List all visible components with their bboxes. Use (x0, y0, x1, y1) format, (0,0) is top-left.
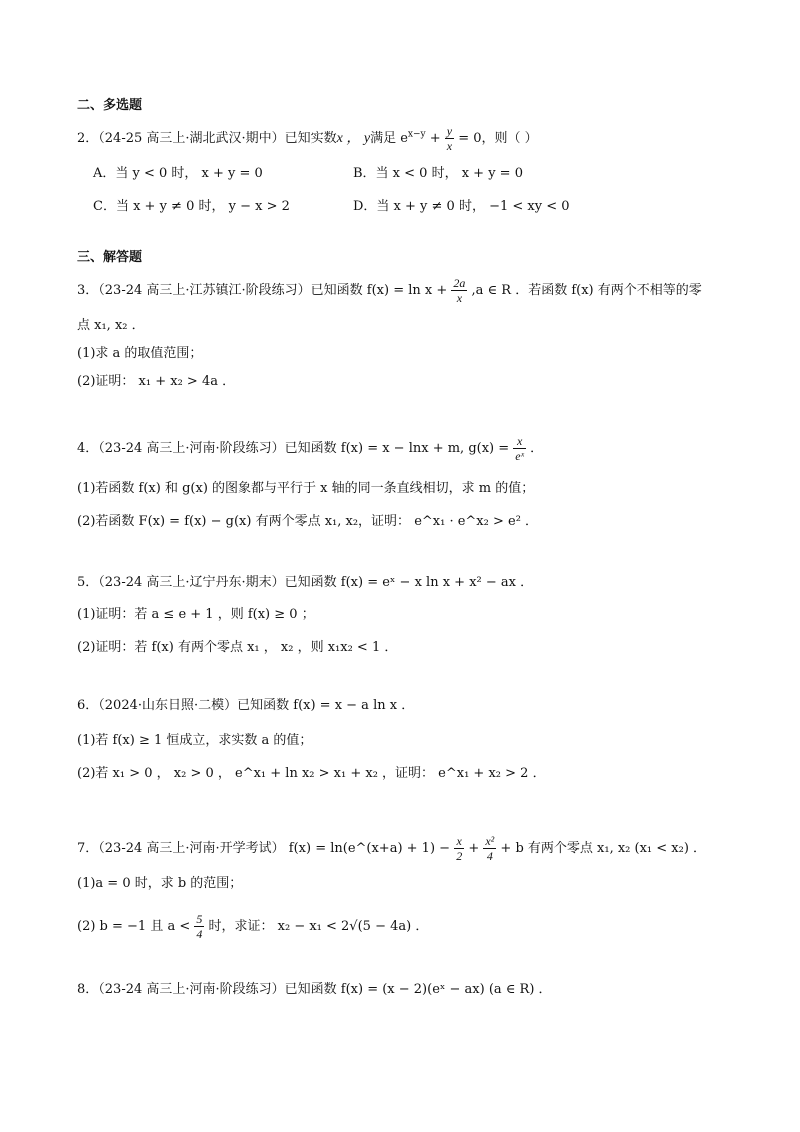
question-2-frac-num: y (446, 124, 453, 138)
question-4-frac-num: x (513, 434, 526, 449)
question-7-part-2-pre: (2) b = −1 且 a < (77, 919, 195, 934)
question-6-part-1: (1)若 f(x) ≥ 1 恒成立，求实数 a 的值； (77, 733, 313, 748)
section-heading-answer: 三、解答题 (77, 250, 143, 265)
option-a: A．当 y < 0 时， x + y = 0 (93, 166, 263, 181)
question-3-text-pre: 3．（23-24 高三上·江苏镇江·阶段练习）已知函数 f(x) = ln x + (77, 283, 452, 298)
question-7-fraction-1 (454, 834, 464, 863)
question-7-frac2-num: x² (485, 834, 495, 848)
question-7-frac2-den: 4 (486, 849, 493, 863)
question-7-frac1-den: 2 (456, 849, 463, 863)
question-3-fraction (451, 276, 467, 305)
question-2-plus: + (425, 131, 445, 146)
question-5-stem: 5．（23-24 高三上·辽宁丹东·期末）已知函数 f(x) = eˣ − x ln x + x² − ax ． (77, 575, 534, 590)
question-7-part-2-fraction (194, 912, 204, 941)
question-3-stem (77, 276, 760, 305)
question-4-text-post: ． (526, 441, 544, 456)
question-2-stem (77, 124, 760, 153)
question-7-fraction-2 (483, 834, 496, 863)
question-7-stem (77, 834, 760, 863)
question-4-frac-den: eˣ (515, 449, 524, 463)
question-4-text-pre: 4．（23-24 高三上·河南·阶段练习）已知函数 f(x) = x − lnx + m, g(x) = (77, 441, 514, 456)
question-7-text-post: + b 有两个零点 x₁, x₂ (x₁ < x₂) ． (496, 841, 707, 856)
question-2-vars: x ， y (336, 131, 371, 146)
question-4-stem (77, 434, 760, 463)
question-2-tail: = 0，则（ ） (454, 131, 538, 146)
question-5-part-2: (2)证明：若 f(x) 有两个零点 x₁ ， x₂ ，则 x₁x₂ < 1 ． (77, 640, 398, 655)
question-7-frac1-num: x (454, 834, 464, 849)
question-7-text-mid: + (464, 841, 484, 856)
question-7-part-2 (77, 912, 760, 941)
question-7-part-2-frac-den: 4 (196, 927, 203, 941)
question-3-part-2: (2)证明： x₁ + x₂ > 4a ． (77, 374, 236, 389)
question-3-frac-den: x (456, 291, 463, 305)
question-2-prefix: 2．（24-25 高三上·湖北武汉·期中）已知实数 (77, 131, 337, 146)
question-8-stem: 8．（23-24 高三上·河南·阶段练习）已知函数 f(x) = (x − 2)(eˣ − ax) (a ∈ R) ． (77, 982, 552, 997)
question-2-cond: 满足 e (370, 131, 408, 146)
question-4-fraction (513, 434, 526, 463)
option-b: B．当 x < 0 时， x + y = 0 (353, 166, 523, 181)
question-7-text-pre: 7．（23-24 高三上·河南·开学考试） f(x) = ln(e^(x+a) + 1) − (77, 841, 455, 856)
question-7-part-2-frac-num: 5 (196, 912, 203, 926)
question-2-frac-den: x (446, 139, 453, 153)
question-7-part-2-post: 时，求证： x₂ − x₁ < 2√(5 − 4a) ． (204, 919, 429, 934)
question-5-part-1: (1)证明：若 a ≤ e + 1 ，则 f(x) ≥ 0 ； (77, 607, 315, 622)
option-c: C．当 x + y ≠ 0 时， y − x > 2 (93, 199, 290, 214)
question-2-exponent: x−y (407, 129, 426, 140)
question-3-frac-num: 2a (453, 276, 466, 290)
section-heading-multi-choice: 二、多选题 (77, 98, 143, 113)
question-6-part-2: (2)若 x₁ > 0 ， x₂ > 0 ， e^x₁ + ln x₂ > x₁ + x₂ ，证明： e^x₁ + x₂ > 2 ． (77, 766, 546, 781)
question-6-stem: 6．（2024·山东日照·二模）已知函数 f(x) = x − a ln x ． (77, 698, 415, 713)
question-3-part-1: (1)求 a 的取值范围； (77, 346, 203, 361)
question-2-fraction (445, 124, 454, 153)
question-4-part-1: (1)若函数 f(x) 和 g(x) 的图象都与平行于 x 轴的同一条直线相切，求 m 的值； (77, 481, 535, 496)
option-d: D．当 x + y ≠ 0 时， −1 < xy < 0 (353, 199, 570, 214)
question-3-text-post: ,a ∈ R ．若函数 f(x) 有两个不相等的零 (467, 283, 702, 298)
question-3-stem-cont: 点 x₁, x₂ ． (77, 318, 145, 333)
question-4-part-2: (2)若函数 F(x) = f(x) − g(x) 有两个零点 x₁, x₂，证明： e^x₁ · e^x₂ > e² ． (77, 514, 539, 529)
question-7-part-1: (1)a = 0 时，求 b 的范围； (77, 876, 243, 891)
